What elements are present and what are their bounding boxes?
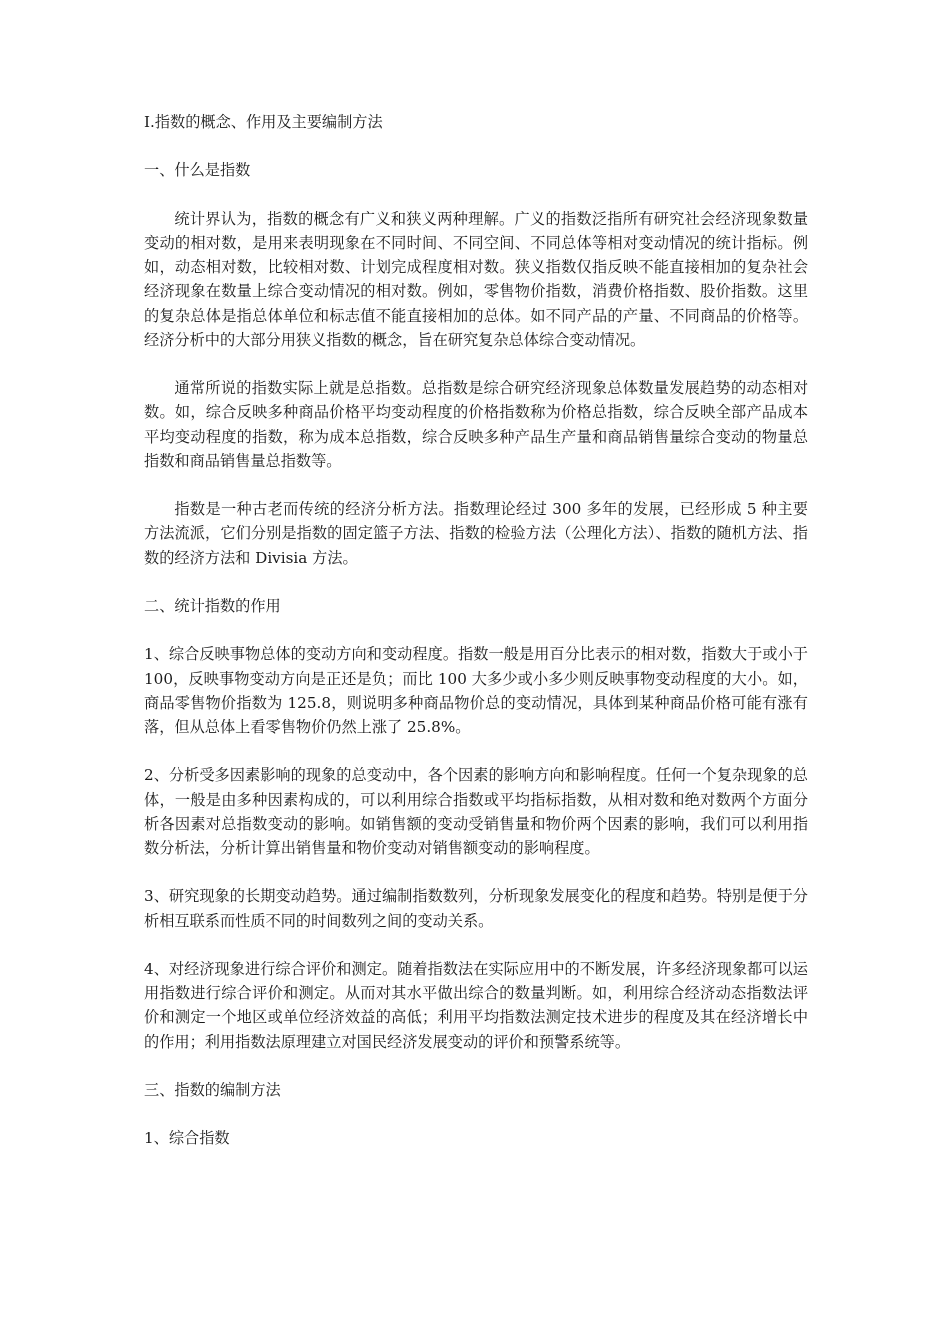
list-item-function-3: 3、研究现象的长期变动趋势。通过编制指数数列，分析现象发展变化的程度和趋势。特别是便于分析相互联系而性质不同的时间数列之间的变动关系。 bbox=[144, 887, 808, 930]
list-item-function-4: 4、对经济现象进行综合评价和测定。随着指数法在实际应用中的不断发展，许多经济现象都可以运用指数进行综合评价和测定。从而对其水平做出综合的数量判断。如，利用综合经济动态指数法评价和测定一个地区或单位经济效益的高低；利用平均指数法测定技术进步的程度及其在经济增长中的作用；利用指数法原理建立对国民经济发展变动的评价和预警系统等。 bbox=[144, 959, 808, 1051]
paragraph-total-index: 通常所说的指数实际上就是总指数。总指数是综合研究经济现象总体数量发展趋势的动态相对数。如，综合反映多种商品价格平均变动程度的价格指数称为价格总指数，综合反映全部产品成本平均变动程度的指数，称为成本总指数，综合反映多种产品生产量和商品销售量综合变动的物量总指数和商品销售量总指数等。 bbox=[144, 379, 808, 470]
document-page bbox=[144, 110, 808, 1175]
document-title: I.指数的概念、作用及主要编制方法 bbox=[144, 113, 383, 131]
paragraph-methods-history: 指数是一种古老而传统的经济分析方法。指数理论经过 300 多年的发展，已经形成 5 种主要方法流派，它们分别是指数的固定篮子方法、指数的检验方法（公理化方法）、指数的随机方法、指数的经济方法和 Divisia 方法。 bbox=[144, 500, 808, 567]
list-item-function-1: 1、综合反映事物总体的变动方向和变动程度。指数一般是用百分比表示的相对数，指数大于或小于 100，反映事物变动方向是正还是负；而比 100 大多少或小多少则反映事物变动程度的大小。如，商品零售物价指数为 125.8，则说明多种商品物价总的变动情况，具体到某种商品价格可能有涨有落，但从总体上看零售物价仍然上涨了 25.8%。 bbox=[144, 645, 808, 736]
list-item-function-2: 2、分析受多因素影响的现象的总变动中，各个因素的影响方向和影响程度。任何一个复杂现象的总体，一般是由多种因素构成的，可以利用综合指数或平均指标指数，从相对数和绝对数两个方面分析各因素对总指数变动的影响。如销售额的变动受销售量和物价两个因素的影响，我们可以利用指数分析法，分析计算出销售量和物价变动对销售额变动的影响程度。 bbox=[144, 766, 808, 857]
subheading-composite-index: 1、综合指数 bbox=[144, 1129, 230, 1148]
section-heading-compilation: 三、指数的编制方法 bbox=[144, 1080, 281, 1099]
paragraph-definition: 统计界认为，指数的概念有广义和狭义两种理解。广义的指数泛指所有研究社会经济现象数量变动的相对数，是用来表明现象在不同时间、不同空间、不同总体等相对变动情况的统计指标。例如，动态相对数，比较相对数、计划完成程度相对数。狭义指数仅指反映不能直接相加的复杂社会经济现象在数量上综合变动情况的相对数。例如，零售物价指数，消费价格指数、股价指数。这里的复杂总体是指总体单位和标志值不能直接相加的总体。如不同产品的产量、不同商品的价格等。经济分析中的大部分用狭义指数的概念，旨在研究复杂总体综合变动情况。 bbox=[144, 209, 808, 349]
section-heading-functions: 二、统计指数的作用 bbox=[144, 596, 281, 615]
section-heading-what-is-index: 一、什么是指数 bbox=[144, 161, 251, 180]
